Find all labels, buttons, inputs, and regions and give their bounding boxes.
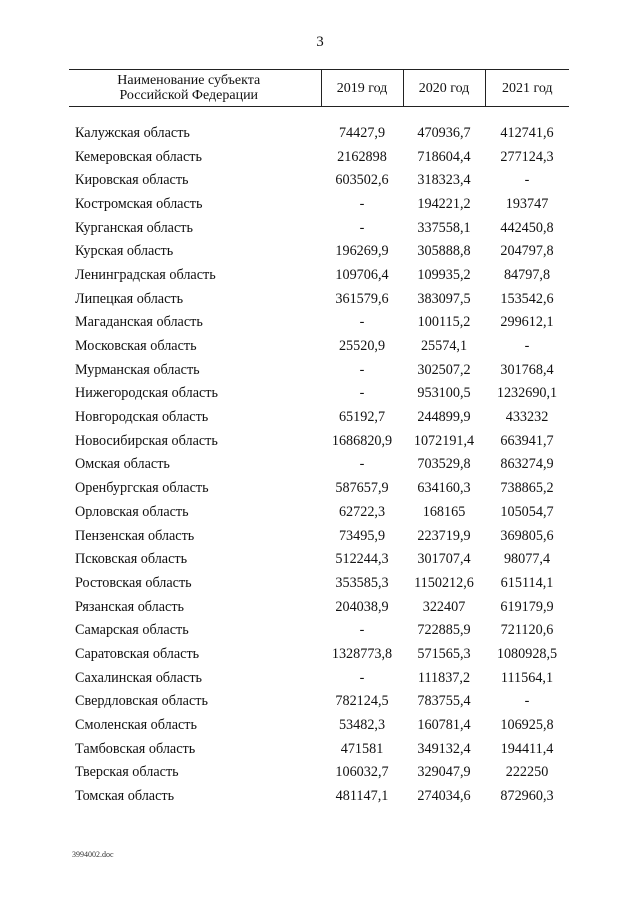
table-row <box>69 192 569 216</box>
value-2019-cell: 109706,4 <box>335 266 389 283</box>
table-row <box>69 595 569 619</box>
value-2019-cell: 603502,6 <box>335 172 389 189</box>
region-cell: Орловская область <box>75 503 189 520</box>
value-2020-cell: 953100,5 <box>417 385 471 402</box>
region-cell: Костромская область <box>75 195 203 212</box>
value-2020-cell: 109935,2 <box>417 266 471 283</box>
value-2019-cell: - <box>359 195 365 212</box>
value-2021-cell: 299612,1 <box>500 314 554 331</box>
value-2019-cell: 782124,5 <box>335 693 389 710</box>
value-2021-cell: - <box>524 693 530 710</box>
value-2021-cell: 98077,4 <box>503 551 551 568</box>
value-2020-cell: 722885,9 <box>417 622 471 639</box>
value-2020-cell: 337558,1 <box>417 219 471 236</box>
region-cell: Пензенская область <box>75 527 195 544</box>
region-cell: Магаданская область <box>75 314 203 331</box>
region-cell: Омская область <box>75 456 170 473</box>
region-cell: Липецкая область <box>75 290 184 307</box>
table-row <box>69 168 569 192</box>
value-2020-cell: 111837,2 <box>417 669 471 686</box>
value-2020-cell: 25574,1 <box>420 338 468 355</box>
value-2019-cell: - <box>359 219 365 236</box>
region-cell: Ростовская область <box>75 574 192 591</box>
value-2019-cell: 106032,7 <box>335 764 389 781</box>
value-2021-cell: 619179,9 <box>500 598 554 615</box>
value-2021-cell: 153542,6 <box>500 290 554 307</box>
region-cell: Кировская область <box>75 172 189 189</box>
value-2021-cell: 106925,8 <box>500 717 554 734</box>
value-2021-cell: 1080928,5 <box>496 645 558 662</box>
region-cell: Новосибирская область <box>75 432 218 449</box>
header-region-name-line1: Наименование субъекта <box>117 73 261 88</box>
page-number: 3 <box>316 34 324 50</box>
value-2019-cell: 1328773,8 <box>331 645 393 662</box>
value-2021-cell: 872960,3 <box>500 788 554 805</box>
table-row <box>69 453 569 477</box>
value-2020-cell: 383097,5 <box>417 290 471 307</box>
header-year-2021: 2021 год <box>485 70 569 107</box>
table-row <box>69 311 569 335</box>
region-cell: Московская область <box>75 338 197 355</box>
region-cell: Новгородская область <box>75 409 209 426</box>
value-2021-cell: 105054,7 <box>500 503 554 520</box>
region-cell: Саратовская область <box>75 645 200 662</box>
region-cell: Смоленская область <box>75 717 197 734</box>
region-cell: Рязанская область <box>75 598 185 615</box>
value-2021-cell: 84797,8 <box>503 266 551 283</box>
value-2019-cell: 74427,9 <box>338 124 386 141</box>
value-2019-cell: 587657,9 <box>335 480 389 497</box>
value-2019-cell: 1686820,9 <box>331 432 393 449</box>
value-2020-cell: 470936,7 <box>417 124 471 141</box>
value-2021-cell: 412741,6 <box>500 124 554 141</box>
value-2021-cell: 663941,7 <box>500 432 554 449</box>
table-row <box>69 334 569 358</box>
value-2020-cell: 718604,4 <box>417 148 471 165</box>
region-cell: Самарская область <box>75 622 189 639</box>
value-2019-cell: 204038,9 <box>335 598 389 615</box>
value-2021-cell: 193747 <box>505 195 549 212</box>
value-2021-cell: - <box>524 338 530 355</box>
value-2019-cell: - <box>359 314 365 331</box>
table-row <box>69 263 569 287</box>
table-row <box>69 713 569 737</box>
table-row <box>69 216 569 240</box>
value-2019-cell: 471581 <box>340 740 384 757</box>
region-cell: Свердловская область <box>75 693 208 710</box>
value-2021-cell: 277124,3 <box>500 148 554 165</box>
value-2020-cell: 301707,4 <box>417 551 471 568</box>
value-2019-cell: 512244,3 <box>335 551 389 568</box>
table-row <box>69 571 569 595</box>
value-2021-cell: 1232690,1 <box>496 385 558 402</box>
table-body <box>69 107 569 808</box>
value-2021-cell: 433232 <box>505 409 549 426</box>
value-2021-cell: 442450,8 <box>500 219 554 236</box>
value-2020-cell: 160781,4 <box>417 717 471 734</box>
value-2020-cell: 274034,6 <box>417 788 471 805</box>
table-row <box>69 145 569 169</box>
table-row <box>69 737 569 761</box>
value-2020-cell: 349132,4 <box>417 740 471 757</box>
table-header <box>69 70 569 107</box>
value-2020-cell: 783755,4 <box>417 693 471 710</box>
value-2019-cell: 361579,6 <box>335 290 389 307</box>
value-2019-cell: - <box>359 385 365 402</box>
regions-table-container <box>69 69 569 808</box>
value-2019-cell: 73495,9 <box>338 527 386 544</box>
table-row <box>69 287 569 311</box>
region-cell: Оренбургская область <box>75 480 209 497</box>
value-2021-cell: 863274,9 <box>500 456 554 473</box>
region-cell: Сахалинская область <box>75 669 203 686</box>
value-2020-cell: 302507,2 <box>417 361 471 378</box>
table-row <box>69 524 569 548</box>
region-cell: Кемеровская область <box>75 148 202 165</box>
value-2019-cell: 353585,3 <box>335 574 389 591</box>
value-2020-cell: 318323,4 <box>417 172 471 189</box>
region-cell: Нижегородская область <box>75 385 218 402</box>
table-row <box>69 761 569 785</box>
table-row <box>69 500 569 524</box>
value-2020-cell: 194221,2 <box>417 195 471 212</box>
value-2021-cell: 738865,2 <box>500 480 554 497</box>
header-year-2020: 2020 год <box>403 70 485 107</box>
value-2020-cell: 634160,3 <box>417 480 471 497</box>
value-2021-cell: 721120,6 <box>500 622 554 639</box>
value-2019-cell: 2162898 <box>337 148 387 165</box>
value-2021-cell: 204797,8 <box>500 243 554 260</box>
value-2021-cell: 615114,1 <box>500 574 554 591</box>
value-2019-cell: 196269,9 <box>335 243 389 260</box>
value-2020-cell: 322407 <box>422 598 466 615</box>
region-cell: Тверская область <box>75 764 179 781</box>
value-2019-cell: 65192,7 <box>338 409 386 426</box>
header-year-2019: 2019 год <box>321 70 403 107</box>
table-row <box>69 121 569 145</box>
value-2020-cell: 100115,2 <box>417 314 471 331</box>
value-2021-cell: 194411,4 <box>500 740 554 757</box>
region-cell: Тамбовская область <box>75 740 196 757</box>
regions-table <box>69 69 569 808</box>
value-2020-cell: 1072191,4 <box>413 432 475 449</box>
value-2019-cell: - <box>359 622 365 639</box>
value-2021-cell: 369805,6 <box>500 527 554 544</box>
header-region-name <box>69 70 321 107</box>
value-2019-cell: 62722,3 <box>338 503 386 520</box>
value-2021-cell: 222250 <box>505 764 549 781</box>
value-2020-cell: 168165 <box>422 503 466 520</box>
value-2020-cell: 703529,8 <box>417 456 471 473</box>
value-2019-cell: - <box>359 669 365 686</box>
table-row <box>69 429 569 453</box>
table-row <box>69 690 569 714</box>
table-row <box>69 642 569 666</box>
value-2020-cell: 329047,9 <box>417 764 471 781</box>
table-row <box>69 784 569 808</box>
value-2020-cell: 223719,9 <box>417 527 471 544</box>
region-cell: Калужская область <box>75 124 190 141</box>
region-cell: Мурманская область <box>75 361 200 378</box>
document-filename: 3994002.doc <box>72 850 114 859</box>
value-2019-cell: - <box>359 456 365 473</box>
value-2020-cell: 305888,8 <box>417 243 471 260</box>
value-2019-cell: - <box>359 361 365 378</box>
value-2020-cell: 244899,9 <box>417 409 471 426</box>
value-2019-cell: 481147,1 <box>335 788 389 805</box>
value-2021-cell: 301768,4 <box>500 361 554 378</box>
table-row <box>69 239 569 263</box>
value-2020-cell: 1150212,6 <box>414 574 474 591</box>
value-2020-cell: 571565,3 <box>417 645 471 662</box>
table-row <box>69 405 569 429</box>
value-2021-cell: - <box>524 172 530 189</box>
table-row <box>69 476 569 500</box>
table-row <box>69 358 569 382</box>
region-cell: Ленинградская область <box>75 266 216 283</box>
region-cell: Томская область <box>75 788 175 805</box>
region-cell: Курганская область <box>75 219 193 236</box>
value-2019-cell: 25520,9 <box>338 338 386 355</box>
table-row <box>69 618 569 642</box>
table-row <box>69 382 569 406</box>
table-row <box>69 666 569 690</box>
region-cell: Псковская область <box>75 551 188 568</box>
value-2021-cell: 111564,1 <box>500 669 554 686</box>
region-cell: Курская область <box>75 243 174 260</box>
table-row <box>69 547 569 571</box>
value-2019-cell: 53482,3 <box>338 717 386 734</box>
header-region-name-line2: Российской Федерации <box>119 88 259 103</box>
